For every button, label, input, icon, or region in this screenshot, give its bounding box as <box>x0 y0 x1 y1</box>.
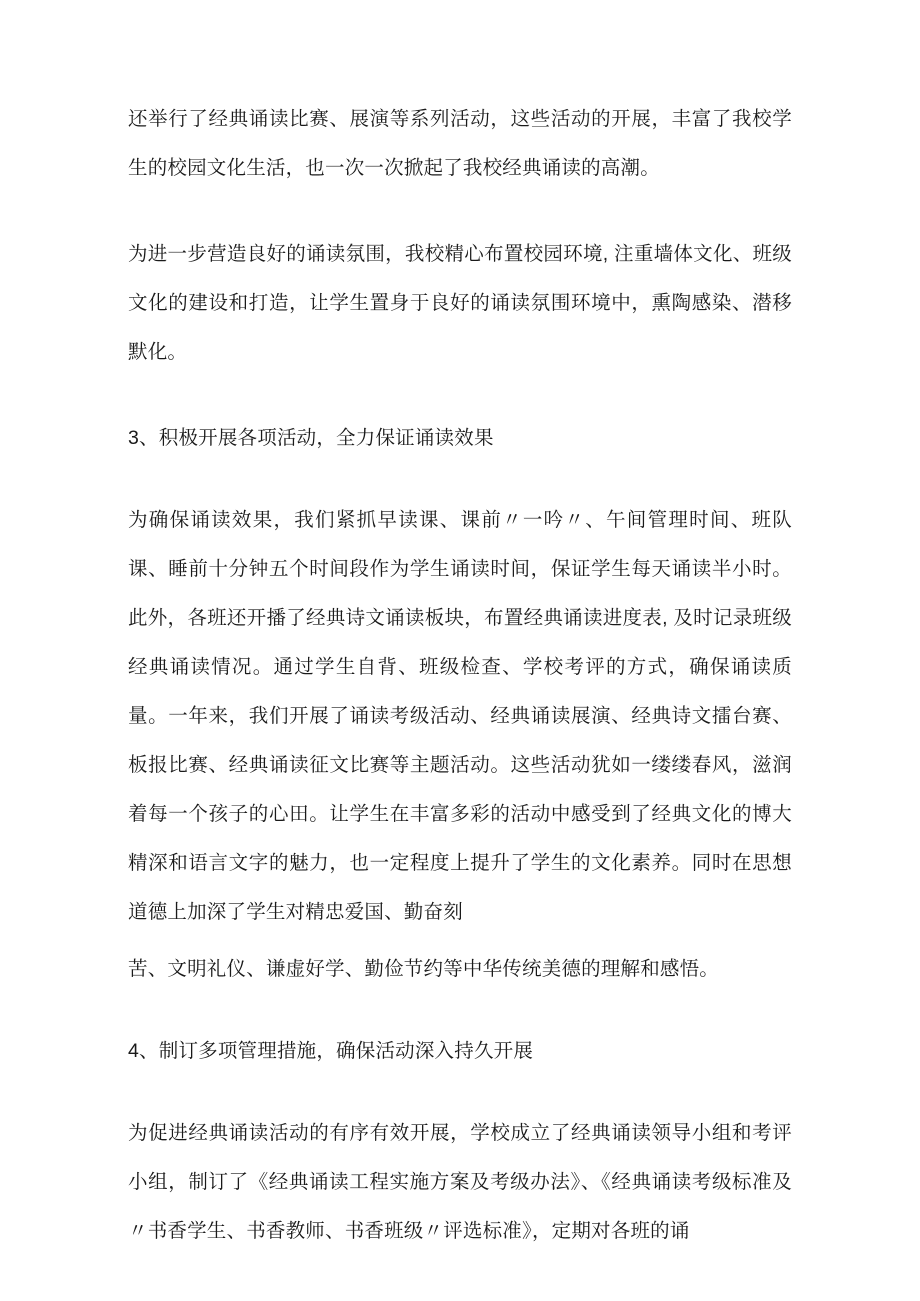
paragraph-spacer <box>128 1076 792 1109</box>
paragraph-spacer <box>128 193 792 230</box>
paragraph-spacer <box>128 937 792 945</box>
paragraph-spacer <box>128 994 792 1027</box>
paragraph-ensure-effect: 为确保诵读效果，我们紧抓早读课、课前〃一吟〃、午间管理时间、班队课、睡前十分钟五个时间段作为学生诵读时间，保证学生每天诵读半小时。此外，各班还开播了经典诗文诵读板块，布置经典诵读进度表, 及时记录班级经典诵读情况。通过学生自背、班级检查、学校考评的方式，确保诵读质量。一年来，我们开展了诵读考级活动、经典诵读展演、经典诗文擂台赛、板报比赛、经典诵读征文比赛等主题活动。这些活动犹如一缕缕春风，滋润着每一个孩子的心田。让学生在丰富多彩的活动中感受到了经典文化的博大精深和语言文字的魅力，也一定程度上提升了学生的文化素养。同时在思想道德上加深了学生对精忠爱国、勤奋刻 <box>128 509 792 923</box>
paragraph-spacer <box>128 463 792 496</box>
paragraph-spacer <box>128 377 792 414</box>
heading-item-3: 3、积极开展各项活动，全力保证诵读效果 <box>128 427 494 449</box>
paragraph-activities-summary: 还举行了经典诵读比赛、展演等系列活动，这些活动的开展，丰富了我校学生的校园文化生活，也一次一次掀起了我校经典诵读的高潮。 <box>128 108 792 179</box>
document-body <box>128 95 792 1256</box>
heading-item-4: 4、制订多项管理措施，确保活动深入持久开展 <box>128 1040 534 1062</box>
paragraph-management-measures: 为促进经典诵读活动的有序有效开展，学校成立了经典诵读领导小组和考评小组，制订了《经典诵读工程实施方案及考级办法》、《经典诵读考级标准及〃书香学生、书香教师、书香班级〃评选标准》，定期对各班的诵 <box>128 1122 792 1242</box>
paragraph-virtues-continued: 苦、文明礼仪、谦虚好学、勤俭节约等中华传统美德的理解和感悟。 <box>128 958 720 980</box>
paragraph-campus-environment: 为进一步营造良好的诵读氛围，我校精心布置校园环境, 注重墙体文化、班级文化的建设和打造，让学生置身于良好的诵读氛围环境中，熏陶感染、潜移默化。 <box>128 243 792 363</box>
